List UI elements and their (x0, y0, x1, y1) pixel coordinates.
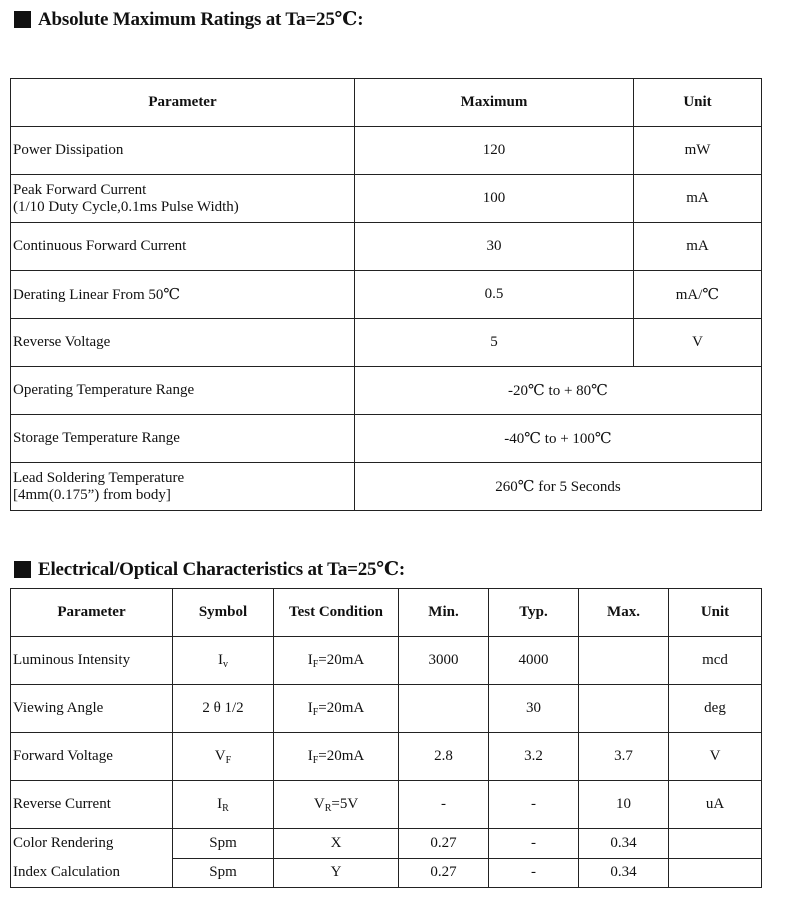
symbol-text: I (217, 795, 223, 812)
param-cell: Storage Temperature Range (11, 415, 355, 463)
table-row (11, 127, 762, 175)
max-cell: 120 (355, 127, 634, 175)
table-row (11, 223, 762, 271)
max-cell: 30 (355, 223, 634, 271)
param-cell (11, 463, 355, 511)
symbol-text: V (214, 747, 226, 764)
header-unit: Unit (634, 79, 762, 127)
symbol-text: I (218, 651, 223, 668)
condition-cell (274, 685, 399, 733)
condition-subscript: F (312, 658, 319, 670)
condition-subscript: R (324, 802, 332, 814)
symbol-cell (173, 781, 274, 829)
table-row (11, 271, 762, 319)
header-min: Min. (399, 589, 489, 637)
typ-cell: 3.2 (489, 733, 579, 781)
max-cell: 0.34 (579, 829, 669, 859)
unit-cell: mA/℃ (634, 271, 762, 319)
symbol-subscript: F (225, 754, 232, 766)
max-cell: 100 (355, 175, 634, 223)
max-cell: 5 (355, 319, 634, 367)
symbol-subscript: v (223, 658, 228, 670)
unit-cell: mW (634, 127, 762, 175)
condition-value: =20mA (318, 747, 365, 764)
black-square-icon (14, 561, 31, 578)
symbol-cell (173, 733, 274, 781)
param-cell: Luminous Intensity (11, 637, 173, 685)
section-title: Electrical/Optical Characteristics at Ta=25℃: (38, 559, 406, 580)
param-note: [4mm(0.175”) from body] (13, 486, 171, 503)
condition-cell: Y (274, 858, 399, 888)
unit-cell (669, 858, 762, 888)
table-row (11, 685, 762, 733)
unit-cell: mA (634, 175, 762, 223)
condition-text: I (307, 699, 313, 716)
header-symbol: Symbol (173, 589, 274, 637)
max-cell: 0.34 (579, 858, 669, 888)
condition-text: V (313, 795, 325, 812)
param-cell: Continuous Forward Current (11, 223, 355, 271)
condition-text: I (307, 651, 313, 668)
range-cell: -20℃ to + 80℃ (355, 367, 762, 415)
condition-subscript: F (312, 754, 319, 766)
header-test-condition: Test Condition (274, 589, 399, 637)
table-row (11, 781, 762, 829)
table-row (11, 367, 762, 415)
symbol-cell: 2 θ 1/2 (173, 685, 274, 733)
param-cell-color-rendering (11, 829, 173, 888)
min-cell: 0.27 (399, 829, 489, 859)
header-unit: Unit (669, 589, 762, 637)
header-maximum: Maximum (355, 79, 634, 127)
typ-cell: - (489, 781, 579, 829)
condition-cell (274, 637, 399, 685)
symbol-cell: Spm (173, 829, 274, 859)
condition-cell (274, 733, 399, 781)
typ-cell: - (489, 858, 579, 888)
condition-value: =20mA (318, 651, 365, 668)
max-cell: 10 (579, 781, 669, 829)
param-name: Color Rendering (13, 835, 114, 851)
typ-cell: 4000 (489, 637, 579, 685)
max-cell (579, 685, 669, 733)
param-cell: Power Dissipation (11, 127, 355, 175)
black-square-icon (14, 11, 31, 28)
unit-cell: V (669, 733, 762, 781)
absolute-max-ratings-table (10, 78, 762, 511)
param-name: Peak Forward Current (13, 181, 147, 198)
unit-cell: V (634, 319, 762, 367)
header-parameter: Parameter (11, 589, 173, 637)
symbol-cell (173, 637, 274, 685)
param-cell: Reverse Current (11, 781, 173, 829)
table-row (11, 637, 762, 685)
param-name: Lead Soldering Temperature (13, 469, 185, 486)
condition-value: =20mA (318, 699, 365, 716)
unit-cell: mA (634, 223, 762, 271)
table-row (11, 415, 762, 463)
param-name-line2: Index Calculation (13, 864, 121, 880)
min-cell: 0.27 (399, 858, 489, 888)
condition-cell (274, 781, 399, 829)
max-cell: 0.5 (355, 271, 634, 319)
unit-cell: mcd (669, 637, 762, 685)
typ-cell: - (489, 829, 579, 859)
symbol-subscript: R (222, 802, 229, 814)
condition-value: =5V (331, 795, 359, 812)
min-cell: - (399, 781, 489, 829)
section-title: Absolute Maximum Ratings at Ta=25℃: (38, 9, 364, 30)
param-cell: Operating Temperature Range (11, 367, 355, 415)
max-cell (579, 637, 669, 685)
typ-cell: 30 (489, 685, 579, 733)
table-row (11, 829, 762, 859)
min-cell: 3000 (399, 637, 489, 685)
condition-subscript: F (312, 706, 319, 718)
range-cell: -40℃ to + 100℃ (355, 415, 762, 463)
table-header-row (11, 79, 762, 127)
param-cell: Derating Linear From 50℃ (11, 271, 355, 319)
unit-cell (669, 829, 762, 859)
min-cell (399, 685, 489, 733)
unit-cell: uA (669, 781, 762, 829)
condition-cell: X (274, 829, 399, 859)
table-row (11, 463, 762, 511)
param-cell: Reverse Voltage (11, 319, 355, 367)
symbol-cell: Spm (173, 858, 274, 888)
param-note: (1/10 Duty Cycle,0.1ms Pulse Width) (13, 198, 239, 215)
section-heading-absolute-max (14, 8, 363, 31)
table-row (11, 733, 762, 781)
param-cell: Viewing Angle (11, 685, 173, 733)
max-cell: 3.7 (579, 733, 669, 781)
header-max: Max. (579, 589, 669, 637)
header-parameter: Parameter (11, 79, 355, 127)
min-cell: 2.8 (399, 733, 489, 781)
condition-text: I (307, 747, 313, 764)
unit-cell: deg (669, 685, 762, 733)
table-row (11, 319, 762, 367)
electrical-optical-table (10, 588, 762, 888)
header-typ: Typ. (489, 589, 579, 637)
section-heading-electrical-optical (14, 558, 405, 581)
table-header-row (11, 589, 762, 637)
param-cell (11, 175, 355, 223)
param-cell: Forward Voltage (11, 733, 173, 781)
table-row (11, 175, 762, 223)
range-cell: 260℃ for 5 Seconds (355, 463, 762, 511)
